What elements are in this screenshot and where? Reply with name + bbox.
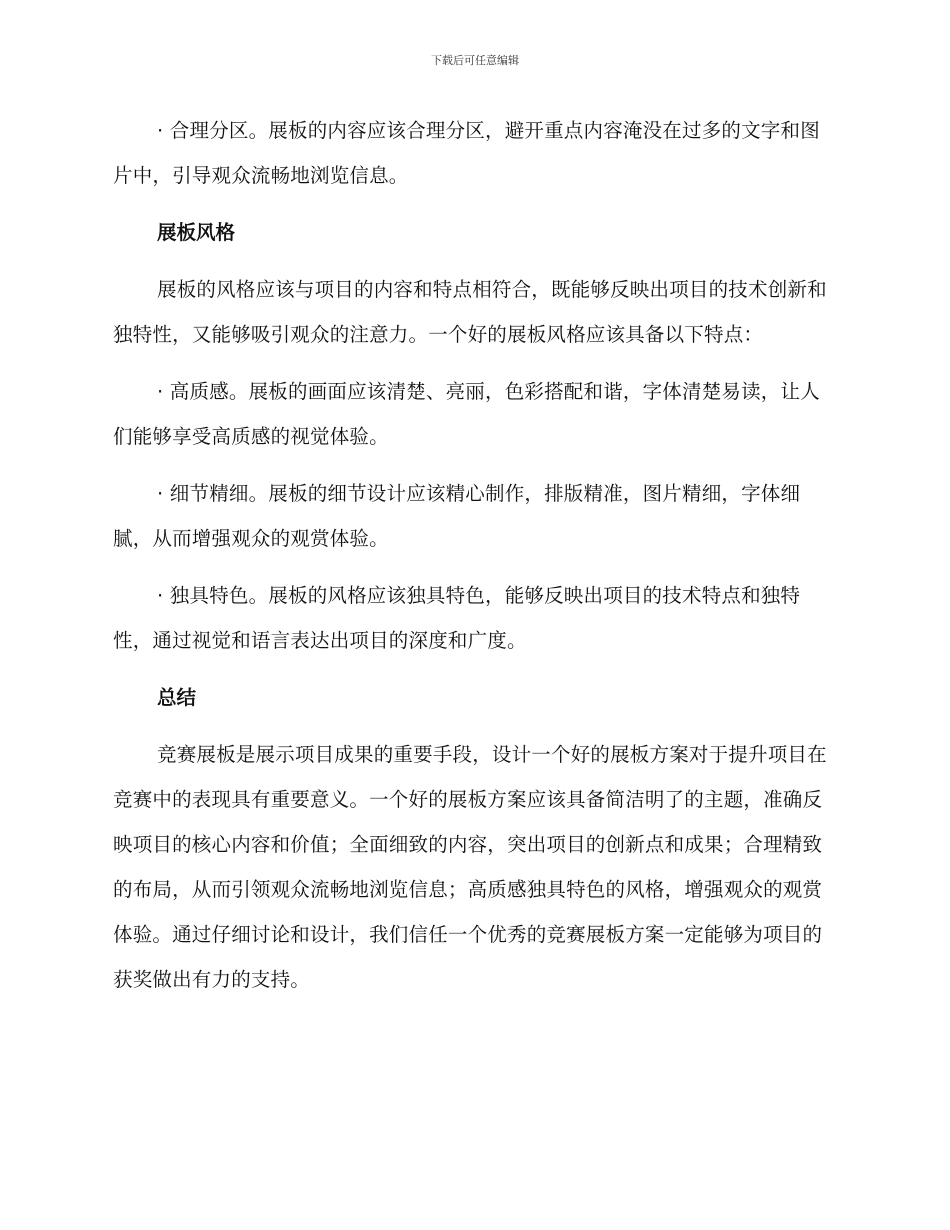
paragraph-unique: · 独具特色。展板的风格应该独具特色，能够反映出项目的技术特点和独特性，通过视觉和语言表达出项目的深度和广度。 [113,584,801,652]
paragraph-summary: 竞赛展板是展示项目成果的重要手段，设计一个好的展板方案对于提升项目在竞赛中的表现具有重要意义。一个好的展板方案应该具备简洁明了的主题，准确反映项目的核心内容和价值；全面细致的内容，突出项目的创新点和成果；合理精致的布局，从而引领观众流畅地浏览信息；高质感独具特色的风格，增强观众的观赏体验。通过仔细讨论和设计，我们信任一个优秀的竞赛展板方案一定能够为项目的获奖做出有力的支持。 [113,743,827,991]
paragraph-quality: · 高质感。展板的画面应该清楚、亮丽，色彩搭配和谐，字体清楚易读，让人们能够享受高质感的视觉体验。 [113,380,820,448]
heading-summary: 总结 [157,686,197,709]
paragraph-zoning: · 合理分区。展板的内容应该合理分区，避开重点内容淹没在过多的文字和图片中，引导观众流畅地浏览信息。 [113,119,820,187]
heading-style: 展板风格 [157,221,236,244]
paragraph-style-intro: 展板的风格应该与项目的内容和特点相符合，既能够反映出项目的技术创新和独特性，又能够吸引观众的注意力。一个好的展板风格应该具备以下特点： [113,278,827,346]
paragraph-detail: · 细节精细。展板的细节设计应该精心制作，排版精准，图片精细，字体细腻，从而增强观众的观赏体验。 [113,482,801,550]
page-header: 下载后可任意编辑 [431,54,519,67]
document-body [113,108,835,1014]
